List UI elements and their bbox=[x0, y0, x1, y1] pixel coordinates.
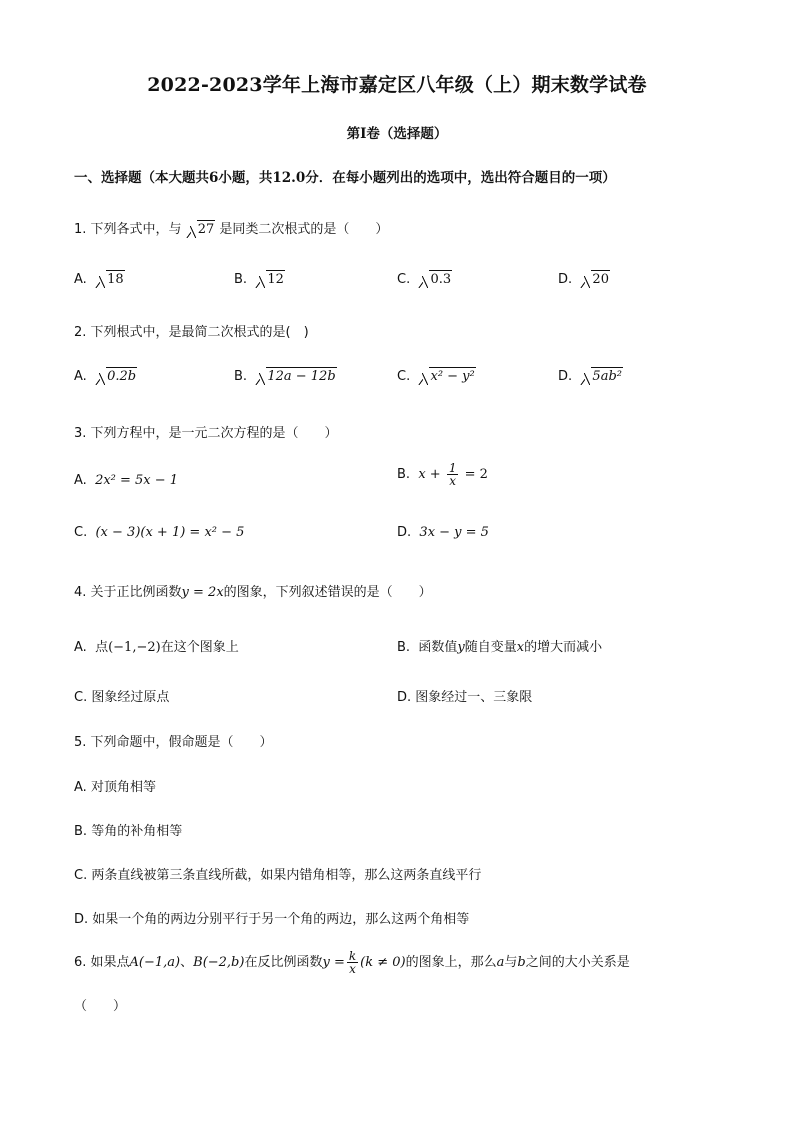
question-1 bbox=[74, 218, 388, 238]
q1-option-d[interactable]: D. 20 bbox=[558, 272, 609, 287]
q2-option-a[interactable]: A. 0.2b bbox=[74, 369, 137, 384]
q1-option-c[interactable]: C. 0.3 bbox=[397, 272, 452, 287]
q3-option-d[interactable]: D. 3x − y = 5 bbox=[397, 525, 489, 540]
question-3: 3. 下列方程中，是一元二次方程的是（ ） bbox=[74, 426, 338, 441]
q4-option-a[interactable]: A. 点(−1,−2)在这个图象上 bbox=[74, 640, 239, 655]
question-2: 2. 下列根式中，是最简二次根式的是( ) bbox=[74, 325, 309, 340]
question-4: 4. 关于正比例函数y = 2x的图象，下列叙述错误的是（ ） bbox=[74, 585, 432, 600]
question-6: 6. 如果点A(−1,a)、B(−2,b)在反比例函数y = $\frac{k}{x}$ (k ≠ 0)的图象上，那么a与b之间的大小关系是 bbox=[74, 949, 630, 976]
q2-option-c[interactable]: C. x² − y² bbox=[397, 369, 475, 384]
q1-option-a[interactable]: A. 18 bbox=[74, 272, 124, 287]
q1-pre: 1. 下列各式中，与 bbox=[74, 222, 182, 237]
question-5: 5. 下列命题中，假命题是（ ） bbox=[74, 735, 273, 750]
q3-option-c[interactable]: C. (x − 3)(x + 1) = x² − 5 bbox=[74, 525, 245, 540]
section-header: 一、选择题（本大题共6小题，共12.0分．在每小题列出的选项中，选出符合题目的一项） bbox=[74, 170, 616, 186]
q3-option-b[interactable]: B. x + $\frac{1}{x}$ = 2 bbox=[397, 461, 488, 488]
q6-answer-paren: （ ） bbox=[74, 999, 127, 1014]
q3-option-a[interactable]: A. 2x² = 5x − 1 bbox=[74, 473, 179, 488]
q5-option-d[interactable]: D. 如果一个角的两边分别平行于另一个角的两边，那么这两个角相等 bbox=[74, 912, 470, 927]
q2-option-d[interactable]: D. 5ab² bbox=[558, 369, 622, 384]
q1-post: 是同类二次根式的是（ ） bbox=[219, 222, 389, 237]
page-title: 2022-2023学年上海市嘉定区八年级（上）期末数学试卷 bbox=[147, 74, 647, 96]
q2-option-b[interactable]: B. 12a − 12b bbox=[234, 369, 336, 384]
q4-option-b[interactable]: B. 函数值y随自变量x的增大而减小 bbox=[397, 640, 603, 655]
q4-option-d[interactable]: D. 图象经过一、三象限 bbox=[397, 690, 533, 705]
part-title: 第I卷（选择题） bbox=[346, 126, 448, 142]
q1-option-b[interactable]: B. 12 bbox=[234, 272, 284, 287]
q4-option-c[interactable]: C. 图象经过原点 bbox=[74, 690, 170, 705]
q5-option-b[interactable]: B. 等角的补角相等 bbox=[74, 824, 183, 839]
q5-option-a[interactable]: A. 对顶角相等 bbox=[74, 780, 156, 795]
q5-option-c[interactable]: C. 两条直线被第三条直线所截，如果内错角相等，那么这两条直线平行 bbox=[74, 868, 482, 883]
q1-radical: 27 bbox=[186, 220, 216, 238]
